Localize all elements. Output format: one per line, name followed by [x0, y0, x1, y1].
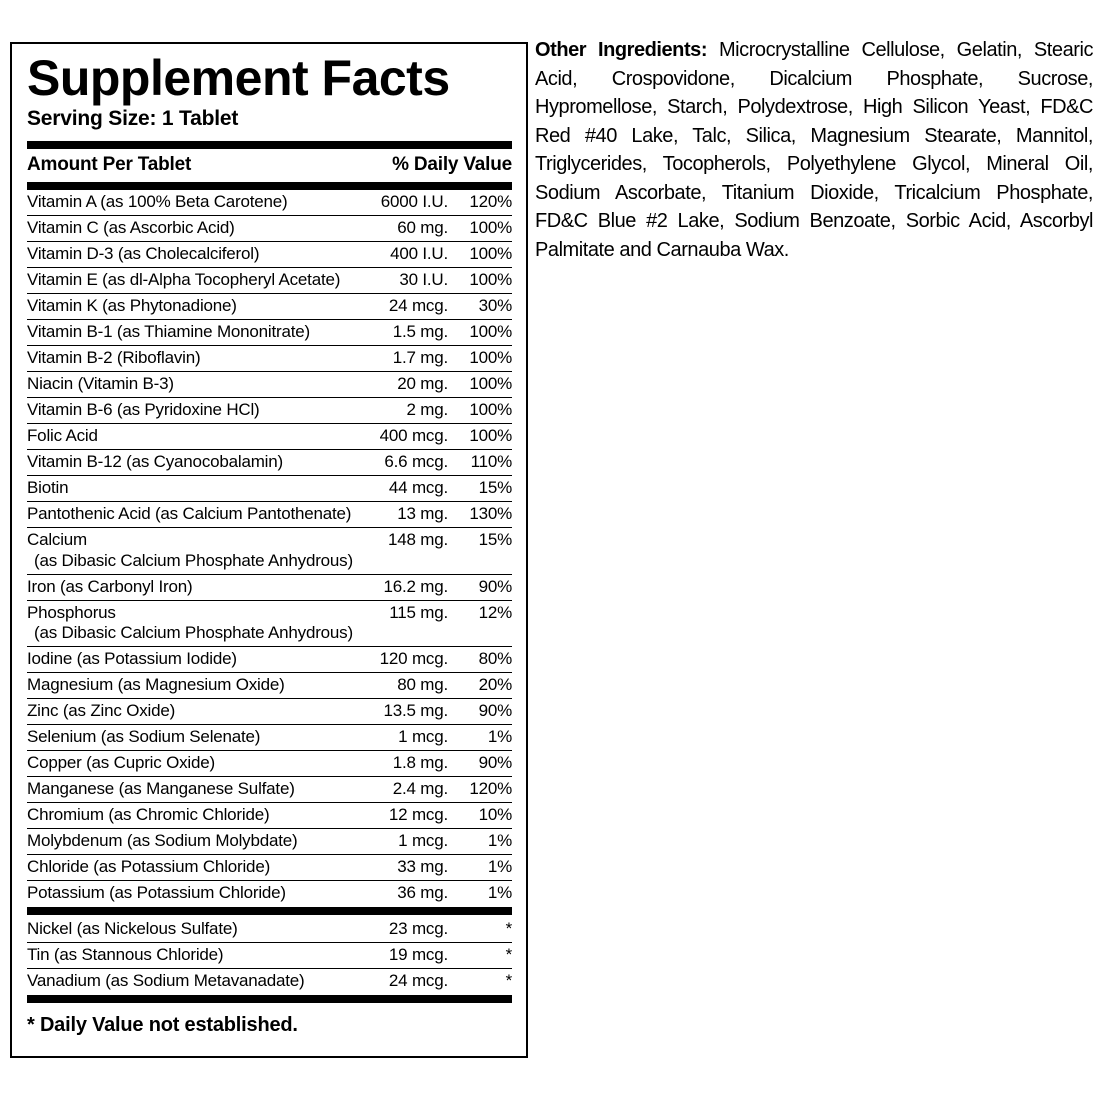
- nutrient-daily-value: 100%: [469, 348, 512, 367]
- nutrient-amount: 60 mg.: [397, 218, 448, 237]
- table-row: [27, 450, 512, 476]
- nutrient-daily-value: 100%: [469, 218, 512, 237]
- daily-value-footnote: * Daily Value not established.: [27, 1014, 298, 1036]
- nutrient-daily-value: *: [505, 971, 512, 990]
- table-row: [27, 190, 512, 216]
- nutrient-amount: 6.6 mcg.: [384, 452, 448, 471]
- nutrient-amount: 1.5 mg.: [392, 322, 448, 341]
- nutrient-name: Vitamin C (as Ascorbic Acid): [27, 218, 235, 237]
- nutrient-amount: 24 mcg.: [388, 971, 448, 990]
- nutrient-name: Vitamin D-3 (as Cholecalciferol): [27, 244, 260, 263]
- nutrient-name: Iron (as Carbonyl Iron): [27, 576, 193, 596]
- nutrient-daily-value: 10%: [478, 805, 512, 824]
- nutrient-amount: 33 mg.: [397, 857, 448, 876]
- nutrient-daily-value: 120%: [469, 192, 512, 211]
- table-row: [27, 969, 512, 994]
- nutrient-amount: 400 I.U.: [390, 244, 448, 263]
- nutrient-amount: 12 mcg.: [388, 805, 448, 824]
- nutrient-daily-value: 100%: [469, 374, 512, 393]
- table-row: [27, 242, 512, 268]
- nutrient-name: Vanadium (as Sodium Metavanadate): [27, 971, 305, 990]
- table-row: [27, 777, 512, 803]
- nutrient-amount: 24 mcg.: [388, 296, 448, 315]
- table-row: [27, 855, 512, 881]
- table-row: [27, 346, 512, 372]
- column-header-row: [27, 149, 512, 182]
- nutrient-name: Copper (as Cupric Oxide): [27, 753, 215, 772]
- table-row: [27, 647, 512, 673]
- nutrient-name: Magnesium (as Magnesium Oxide): [27, 675, 285, 694]
- nutrient-amount: 20 mg.: [397, 374, 448, 393]
- nutrient-daily-value: 100%: [469, 400, 512, 419]
- table-row: [27, 829, 512, 855]
- table-row: [27, 398, 512, 424]
- nutrient-name: Vitamin E (as dl-Alpha Tocopheryl Acetate): [27, 270, 341, 289]
- nutrient-name: Potassium (as Potassium Chloride): [27, 883, 286, 902]
- table-row: [27, 803, 512, 829]
- nutrient-daily-value: 100%: [469, 426, 512, 445]
- nutrient-name: Vitamin B-12 (as Cyanocobalamin): [27, 452, 283, 471]
- nutrient-amount: 120 mcg.: [379, 649, 448, 668]
- nutrient-amount: 36 mg.: [397, 883, 448, 902]
- table-row: [27, 673, 512, 699]
- nutrient-name: Iodine (as Potassium Iodide): [27, 649, 237, 668]
- nutrient-name: Pantothenic Acid (as Calcium Pantothenate): [27, 504, 352, 523]
- table-row: [27, 268, 512, 294]
- nutrient-daily-value: 90%: [478, 753, 512, 772]
- table-row: [27, 699, 512, 725]
- nutrient-source: (as Dibasic Calcium Phosphate Anhydrous): [34, 623, 353, 642]
- other-ingredients-text: Microcrystalline Cellulose, Gelatin, Stearic Acid, Crospovidone, Dicalcium Phosphate, Sucrose, Hypromellose, Starch, Polydextrose, High Silicon Yeast, FD&C Red #40 Lake, Talc, Silica, Magnesium Stearate, Mannitol, Triglycerides, Tocopherols, Polyethylene Glycol, Mineral Oil, Sodium Ascorbate, Titanium Dioxide, Tricalcium Phosphate, FD&C Blue #2 Lake, Sodium Benzoate, Sorbic Acid, Ascorbyl Palmitate and Carnauba Wax.: [535, 39, 1093, 261]
- nutrient-name: Tin (as Stannous Chloride): [27, 945, 224, 964]
- nutrient-amount: 1 mcg.: [398, 831, 448, 850]
- nutrient-amount: 30 I.U.: [399, 270, 448, 289]
- nutrient-amount: 2.4 mg.: [392, 779, 448, 798]
- nutrient-name: Zinc (as Zinc Oxide): [27, 701, 176, 720]
- column-header-amount: Amount Per Tablet: [27, 154, 192, 175]
- table-row: [27, 601, 512, 648]
- panel-title: Supplement Facts: [27, 50, 450, 106]
- nutrient-amount: 1.7 mg.: [392, 348, 448, 367]
- nutrient-name: Niacin (Vitamin B-3): [27, 374, 174, 393]
- nutrient-daily-value: 90%: [478, 701, 512, 720]
- nutrient-name: Vitamin B-6 (as Pyridoxine HCl): [27, 400, 260, 419]
- nutrient-table-main: [27, 190, 512, 906]
- table-row: [27, 751, 512, 777]
- supplement-facts-panel: [10, 42, 528, 1058]
- nutrient-amount: 23 mcg.: [388, 919, 448, 938]
- thick-divider: [27, 182, 512, 190]
- nutrient-daily-value: 1%: [487, 883, 512, 902]
- table-row: [27, 917, 512, 943]
- nutrient-amount: 400 mcg.: [379, 426, 448, 445]
- table-row: [27, 528, 512, 575]
- nutrient-daily-value: 15%: [478, 478, 512, 497]
- table-row: [27, 216, 512, 242]
- nutrient-daily-value: 90%: [478, 576, 512, 596]
- nutrient-amount: 16.2 mg.: [383, 576, 448, 596]
- nutrient-amount: 1 mcg.: [398, 727, 448, 746]
- nutrient-amount: 13.5 mg.: [383, 701, 448, 720]
- nutrient-daily-value: 1%: [487, 857, 512, 876]
- nutrient-name: Selenium (as Sodium Selenate): [27, 727, 261, 746]
- nutrient-daily-value: 110%: [470, 452, 512, 471]
- table-row: [27, 476, 512, 502]
- nutrient-daily-value: 12%: [478, 602, 512, 622]
- nutrient-table-trace: [27, 917, 512, 994]
- thick-divider: [27, 995, 512, 1003]
- nutrient-amount: 1.8 mg.: [392, 753, 448, 772]
- table-row: [27, 294, 512, 320]
- nutrient-daily-value: *: [505, 945, 512, 964]
- nutrient-daily-value: 100%: [469, 322, 512, 341]
- nutrient-name: Nickel (as Nickelous Sulfate): [27, 919, 238, 938]
- nutrient-amount: 13 mg.: [397, 504, 448, 523]
- thick-divider: [27, 141, 512, 149]
- nutrient-daily-value: 1%: [487, 831, 512, 850]
- nutrient-name: Vitamin B-2 (Riboflavin): [27, 348, 201, 367]
- nutrient-name: Manganese (as Manganese Sulfate): [27, 779, 295, 798]
- nutrient-daily-value: 130%: [469, 504, 512, 523]
- nutrient-name: Vitamin A (as 100% Beta Carotene): [27, 192, 288, 211]
- nutrient-amount: 6000 I.U.: [380, 192, 448, 211]
- table-row: [27, 575, 512, 601]
- nutrient-name: Chromium (as Chromic Chloride): [27, 805, 270, 824]
- nutrient-daily-value: 15%: [478, 530, 512, 549]
- nutrient-amount: 80 mg.: [397, 675, 448, 694]
- nutrient-name: Biotin: [27, 478, 69, 497]
- table-row: [27, 424, 512, 450]
- nutrient-name: Vitamin B-1 (as Thiamine Mononitrate): [27, 322, 310, 341]
- nutrient-daily-value: 100%: [469, 244, 512, 263]
- other-ingredients-heading: Other Ingredients:: [535, 39, 708, 61]
- nutrient-daily-value: 80%: [478, 649, 512, 668]
- nutrient-daily-value: 120%: [469, 779, 512, 798]
- table-row: [27, 320, 512, 346]
- table-row: [27, 725, 512, 751]
- nutrient-name: Phosphorus (as Dibasic Calcium Phosphate Anhydrous): [27, 602, 353, 642]
- table-row: [27, 502, 512, 528]
- nutrient-source: (as Dibasic Calcium Phosphate Anhydrous): [34, 550, 353, 570]
- nutrient-amount: 19 mcg.: [388, 945, 448, 964]
- table-row: [27, 943, 512, 969]
- nutrient-name: Calcium (as Dibasic Calcium Phosphate Anhydrous): [27, 530, 353, 570]
- nutrient-daily-value: 100%: [469, 270, 512, 289]
- thick-divider: [27, 907, 512, 915]
- nutrient-amount: 44 mcg.: [388, 478, 448, 497]
- nutrient-daily-value: 30%: [478, 296, 512, 315]
- other-ingredients-paragraph: [535, 36, 1093, 264]
- column-header-daily-value: % Daily Value: [392, 154, 512, 175]
- nutrient-name: Vitamin K (as Phytonadione): [27, 296, 237, 315]
- nutrient-amount: 148 mg.: [387, 530, 448, 549]
- serving-size: Serving Size: 1 Tablet: [27, 107, 239, 130]
- table-row: [27, 372, 512, 398]
- nutrient-daily-value: 1%: [487, 727, 512, 746]
- nutrient-daily-value: 20%: [478, 675, 512, 694]
- nutrient-name: Molybdenum (as Sodium Molybdate): [27, 831, 298, 850]
- nutrient-daily-value: *: [505, 919, 512, 938]
- nutrient-name: Folic Acid: [27, 426, 98, 445]
- table-row: [27, 881, 512, 906]
- nutrient-amount: 2 mg.: [406, 400, 448, 419]
- nutrient-amount: 115 mg.: [389, 602, 448, 622]
- nutrient-name: Chloride (as Potassium Chloride): [27, 857, 271, 876]
